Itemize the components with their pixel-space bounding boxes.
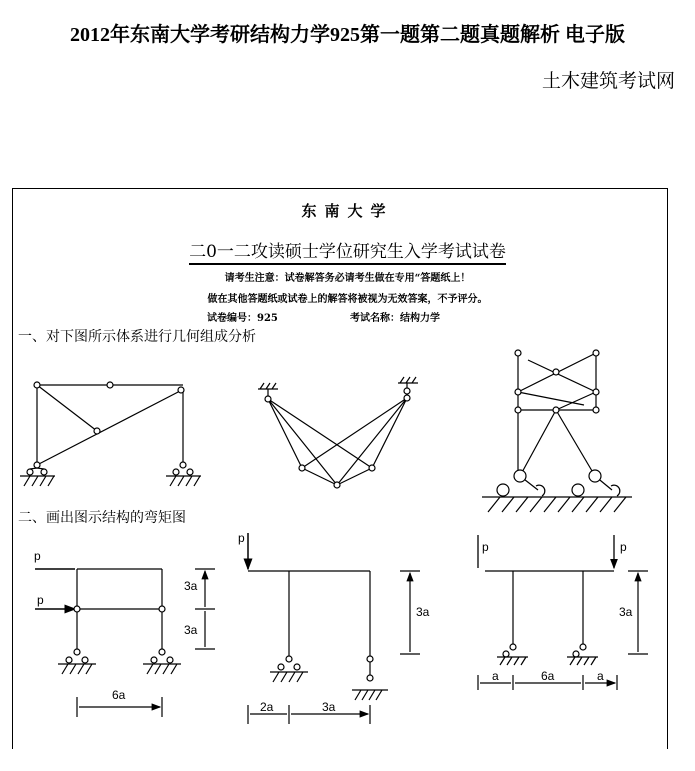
dim-6a-label: 6a: [112, 688, 126, 702]
load-p-label: p: [482, 540, 489, 554]
dim-a-label: a: [492, 669, 499, 683]
dim-6a-label: 6a: [541, 669, 555, 683]
page-title: 2012年东南大学考研结构力学925第一题第二题真题解析 电子版: [70, 24, 625, 46]
q1-frame-diagram: [20, 382, 201, 486]
dim-3a-label: 3a: [322, 700, 336, 714]
load-p-label: p: [620, 540, 627, 554]
dim-2a-label: 2a: [260, 700, 274, 714]
question-2-heading: 二、画出图示结构的弯矩图: [18, 510, 186, 526]
q2-beam-column-frame: [248, 533, 420, 724]
load-p-label: p: [238, 531, 245, 545]
dim-3a-label: 3a: [184, 623, 198, 637]
exam-subject: 考试名称：结构力学: [350, 313, 440, 324]
notice-line-2: 做在其他答题纸或试卷上的解答将被视为无效答案，不予评分。: [207, 294, 488, 305]
dim-3a-label: 3a: [416, 605, 430, 619]
dim-3a-label: 3a: [184, 579, 198, 593]
question-1-heading: 一、对下图所示体系进行几何组成分析: [18, 329, 256, 345]
q1-tower-diagram: [482, 350, 632, 512]
dim-a-label: a: [597, 669, 604, 683]
university-name: 东南大学: [301, 202, 394, 220]
load-p-label: p: [37, 593, 44, 607]
load-p-label: p: [34, 549, 41, 563]
q1-suspended-truss-diagram: [258, 377, 418, 488]
exam-code: 试卷编号：925: [207, 313, 278, 324]
notice-line-1: 请考生注意：试卷解答务必请考生做在专用“答题纸上！: [224, 273, 471, 284]
exam-title-text: 二0一二攻读硕士学位研究生入学考试试卷: [189, 242, 506, 265]
dim-3a-label: 3a: [619, 605, 633, 619]
source-label: 土木建筑考试网: [541, 70, 675, 92]
